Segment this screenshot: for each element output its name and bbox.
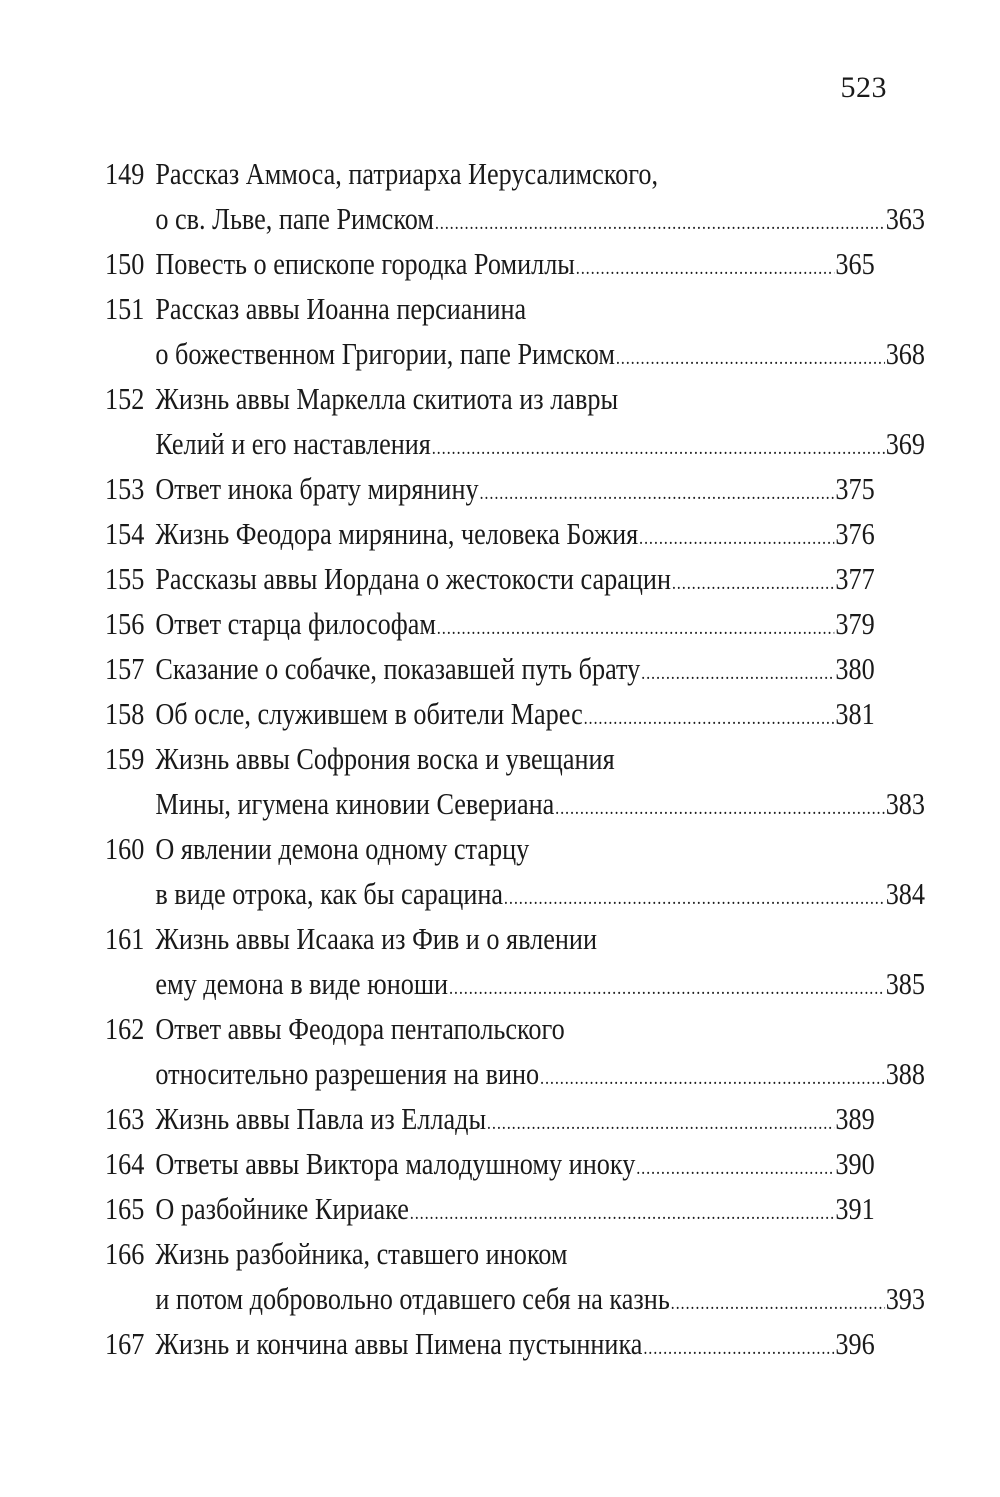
toc-entry-title: в виде отрока, как бы сарацина	[155, 877, 504, 911]
toc-entry-page-number: 384	[885, 877, 926, 911]
table-of-contents	[105, 152, 926, 1367]
toc-entry	[105, 692, 875, 737]
toc-entry-number: 152	[105, 382, 145, 416]
toc-entry-continuation-line	[105, 1052, 925, 1097]
toc-entry-first-line	[105, 647, 875, 692]
toc-entry	[105, 1232, 926, 1322]
toc-entry	[105, 287, 926, 377]
dot-leader	[576, 246, 835, 291]
toc-entry-first-line	[105, 512, 875, 557]
toc-entry-page-number: 375	[835, 472, 875, 506]
toc-entry-title: Рассказ аввы Иоанна персианина	[155, 292, 527, 326]
toc-entry-title: Рассказы аввы Иордана о жестокости сарацин	[155, 562, 672, 596]
toc-entry-page-number: 363	[885, 202, 926, 236]
toc-entry-title: Ответы аввы Виктора малодушному иноку	[155, 1147, 636, 1181]
dot-leader	[479, 471, 834, 516]
toc-entry-number: 153	[105, 472, 145, 506]
toc-entry-number: 149	[105, 157, 145, 191]
toc-entry	[105, 1322, 875, 1367]
toc-entry-first-line	[105, 1232, 875, 1277]
toc-entry-title: Ответ инока брату мирянину	[155, 472, 479, 506]
toc-entry-number: 165	[105, 1192, 145, 1226]
toc-entry	[105, 467, 875, 512]
dot-leader	[671, 1281, 885, 1326]
toc-entry-page-number: 390	[835, 1147, 875, 1181]
toc-entry-first-line	[105, 152, 875, 197]
toc-entry-title: ему демона в виде юноши	[155, 967, 449, 1001]
toc-entry	[105, 647, 875, 692]
toc-entry-title: Жизнь разбойника, ставшего иноком	[155, 1237, 568, 1271]
toc-entry-title: Ответ старца философам	[155, 607, 436, 641]
toc-entry	[105, 827, 926, 917]
toc-entry	[105, 917, 926, 1007]
dot-leader	[435, 201, 885, 246]
toc-entry-continuation-line	[105, 1277, 925, 1322]
toc-entry-first-line	[105, 242, 875, 287]
toc-entry-number: 161	[105, 922, 145, 956]
dot-leader	[487, 1101, 835, 1146]
toc-entry	[105, 377, 926, 467]
dot-leader	[643, 1326, 834, 1371]
toc-entry-title: относительно разрешения на вино	[155, 1057, 540, 1091]
toc-entry-title: Жизнь и кончина аввы Пимена пустынника	[155, 1327, 643, 1361]
toc-entry-first-line	[105, 917, 875, 962]
toc-entry-number: 167	[105, 1327, 145, 1361]
toc-entry-first-line	[105, 737, 875, 782]
toc-entry-title: Жизнь аввы Маркелла скитиота из лавры	[155, 382, 619, 416]
dot-leader	[555, 786, 885, 831]
toc-entry-first-line	[105, 557, 875, 602]
toc-entry-page-number: 380	[835, 652, 875, 686]
toc-entry-title: Сказание о собачке, показавшей путь брату	[155, 652, 641, 686]
toc-entry-page-number: 388	[885, 1057, 926, 1091]
toc-entry-continuation-line	[105, 782, 925, 827]
dot-leader	[616, 336, 885, 381]
dot-leader	[639, 516, 834, 561]
toc-entry-first-line	[105, 1142, 875, 1187]
toc-entry-first-line	[105, 1322, 875, 1367]
toc-entry-title: о св. Льве, папе Римском	[155, 202, 434, 236]
toc-entry-first-line	[105, 602, 875, 647]
toc-entry-first-line	[105, 1187, 875, 1232]
toc-entry-page-number: 377	[835, 562, 875, 596]
toc-entry-page-number: 391	[835, 1192, 875, 1226]
toc-entry-number: 150	[105, 247, 145, 281]
dot-leader	[437, 606, 835, 651]
toc-entry-title: Повесть о епископе городка Ромиллы	[155, 247, 575, 281]
toc-entry-number: 163	[105, 1102, 145, 1136]
toc-entry-first-line	[105, 692, 875, 737]
dot-leader	[636, 1146, 834, 1191]
toc-entry-page-number: 381	[835, 697, 875, 731]
toc-entry-number: 160	[105, 832, 145, 866]
toc-entry-number: 159	[105, 742, 145, 776]
toc-entry-number: 164	[105, 1147, 145, 1181]
toc-entry-title: Мины, игумена киновии Севериана	[155, 787, 555, 821]
toc-entry	[105, 1097, 875, 1142]
toc-entry	[105, 602, 875, 647]
toc-entry-page-number: 385	[885, 967, 926, 1001]
page-number: 523	[840, 71, 887, 104]
toc-entry	[105, 1142, 875, 1187]
toc-entry	[105, 152, 926, 242]
toc-entry-title: О явлении демона одному старцу	[155, 832, 530, 866]
toc-entry-number: 162	[105, 1012, 145, 1046]
toc-entry-page-number: 369	[885, 427, 926, 461]
toc-entry-number: 151	[105, 292, 145, 326]
toc-entry	[105, 242, 875, 287]
toc-entry-page-number: 376	[835, 517, 875, 551]
toc-entry	[105, 1187, 875, 1232]
dot-leader	[504, 876, 885, 921]
toc-entry-title: Ответ аввы Феодора пентапольского	[155, 1012, 565, 1046]
toc-entry-title: Жизнь аввы Павла из Еллады	[155, 1102, 487, 1136]
toc-entry	[105, 512, 875, 557]
toc-entry-title: О разбойнике Кириаке	[155, 1192, 409, 1226]
dot-leader	[449, 966, 885, 1011]
toc-entry-first-line	[105, 287, 875, 332]
toc-entry	[105, 737, 926, 827]
toc-entry-page-number: 365	[835, 247, 875, 281]
toc-entry-title: и потом добровольно отдавшего себя на казнь	[155, 1282, 670, 1316]
toc-entry-title: о божественном Григории, папе Римском	[155, 337, 615, 371]
toc-entry-continuation-line	[105, 872, 925, 917]
toc-entry-number: 166	[105, 1237, 145, 1271]
toc-entry-continuation-line	[105, 197, 925, 242]
dot-leader	[540, 1056, 885, 1101]
toc-entry-title: Жизнь аввы Исаака из Фив и о явлении	[155, 922, 598, 956]
dot-leader	[432, 426, 885, 471]
toc-entry-number: 155	[105, 562, 145, 596]
toc-entry-continuation-line	[105, 962, 925, 1007]
toc-entry-first-line	[105, 1097, 875, 1142]
toc-entry-number: 154	[105, 517, 145, 551]
dot-leader	[584, 696, 835, 741]
toc-entry-page-number: 389	[835, 1102, 875, 1136]
toc-entry-title: Жизнь аввы Софрония воска и увещания	[155, 742, 615, 776]
toc-entry-number: 158	[105, 697, 145, 731]
toc-entry-first-line	[105, 467, 875, 512]
toc-entry-first-line	[105, 1007, 875, 1052]
toc-entry-title: Келий и его наставления	[155, 427, 431, 461]
toc-entry-page-number: 396	[835, 1327, 875, 1361]
toc-entry-continuation-line	[105, 422, 925, 467]
toc-entry-title: Об осле, служившем в обители Марес	[155, 697, 583, 731]
toc-entry	[105, 1007, 926, 1097]
toc-entry	[105, 557, 875, 602]
toc-entry-page-number: 383	[885, 787, 926, 821]
toc-entry-first-line	[105, 377, 875, 422]
toc-entry-first-line	[105, 827, 875, 872]
toc-entry-number: 157	[105, 652, 145, 686]
toc-entry-number: 156	[105, 607, 145, 641]
toc-entry-page-number: 368	[885, 337, 926, 371]
toc-entry-page-number: 393	[885, 1282, 926, 1316]
dot-leader	[641, 651, 834, 696]
toc-entry-title: Жизнь Феодора мирянина, человека Божия	[155, 517, 639, 551]
dot-leader	[410, 1191, 835, 1236]
toc-entry-page-number: 379	[835, 607, 875, 641]
toc-entry-title: Рассказ Аммоса, патриарха Иерусалимского,	[155, 157, 659, 191]
toc-entry-continuation-line	[105, 332, 925, 377]
dot-leader	[672, 561, 835, 606]
